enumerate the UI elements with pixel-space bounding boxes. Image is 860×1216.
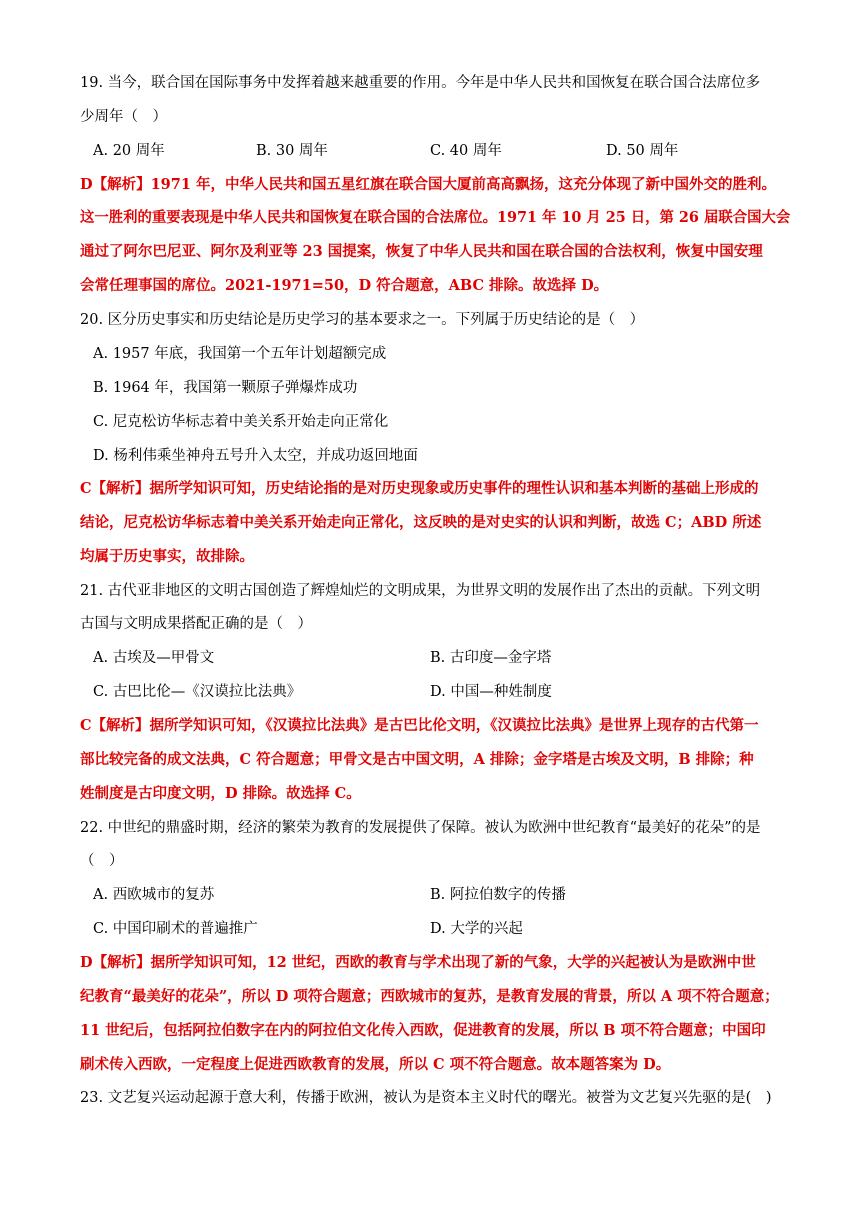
question-21-stem-line-1: 21. 古代亚非地区的文明古国创造了辉煌灿烂的文明成果，为世界文明的发展作出了杰出的贡献。下列文明 bbox=[80, 583, 761, 599]
question-20-analysis-line-3: 均属于历史事实，故排除。 bbox=[80, 548, 254, 565]
question-21-analysis-line-2: 部比较完备的成文法典，C 符合题意；甲骨文是古中国文明，A 排除；金字塔是古埃及文明，B 排除；种 bbox=[80, 751, 754, 768]
question-22-analysis-line-3: 11 世纪后，包括阿拉伯数字在内的阿拉伯文化传入西欧，促进教育的发展，所以 B 项不符合题意；中国印 bbox=[80, 1022, 766, 1039]
question-19-option-a: A. 20 周年 bbox=[93, 143, 165, 159]
question-22-stem-line-1: 22. 中世纪的鼎盛时期，经济的繁荣为教育的发展提供了保障。被认为欧洲中世纪教育“最美好的花朵”的是 bbox=[80, 820, 761, 836]
question-19-stem-line-2: 少周年（ ） bbox=[80, 109, 167, 125]
question-23-stem-line-1: 23. 文艺复兴运动起源于意大利，传播于欧洲，被认为是资本主义时代的曙光。被誉为文艺复兴先驱的是( ) bbox=[80, 1090, 772, 1106]
question-22-option-d: D. 大学的兴起 bbox=[430, 921, 523, 937]
question-21-analysis-line-3: 姓制度是古印度文明，D 排除。故选择 C。 bbox=[80, 785, 361, 802]
question-20-analysis-line-2: 结论，尼克松访华标志着中美关系开始走向正常化，这反映的是对史实的认识和判断，故选 C；ABD 所述 bbox=[80, 514, 762, 531]
question-21-option-d: D. 中国—种姓制度 bbox=[430, 684, 552, 700]
question-20-option-b: B. 1964 年，我国第一颗原子弹爆炸成功 bbox=[93, 380, 358, 396]
question-20-stem-line-1: 20. 区分历史事实和历史结论是历史学习的基本要求之一。下列属于历史结论的是（ ） bbox=[80, 312, 645, 328]
question-21-stem-line-2: 古国与文明成果搭配正确的是（ ） bbox=[80, 616, 312, 632]
question-19-analysis-line-4: 会常任理事国的席位。2021-1971=50，D 符合题意，ABC 排除。故选择 D。 bbox=[80, 277, 609, 294]
question-20-option-a: A. 1957 年底，我国第一个五年计划超额完成 bbox=[93, 346, 387, 362]
question-22-option-a: A. 西欧城市的复苏 bbox=[93, 887, 215, 903]
question-19-option-b: B. 30 周年 bbox=[256, 143, 328, 159]
question-20-option-d: D. 杨利伟乘坐神舟五号升入太空，并成功返回地面 bbox=[93, 448, 418, 464]
question-19-option-c: C. 40 周年 bbox=[430, 143, 502, 159]
question-22-analysis-line-1: D【解析】据所学知识可知，12 世纪，西欧的教育与学术出现了新的气象，大学的兴起被认为是欧洲中世 bbox=[80, 954, 756, 971]
question-22-option-b: B. 阿拉伯数字的传播 bbox=[430, 887, 566, 903]
question-22-option-c: C. 中国印刷术的普遍推广 bbox=[93, 921, 258, 937]
question-22-analysis-line-4: 刷术传入西欧，一定程度上促进西欧教育的发展，所以 C 项不符合题意。故本题答案为 D。 bbox=[80, 1056, 671, 1073]
question-22-stem-line-2: （ ） bbox=[80, 853, 124, 869]
question-20-option-c: C. 尼克松访华标志着中美关系开始走向正常化 bbox=[93, 414, 389, 430]
question-19-analysis-line-1: D【解析】1971 年，中华人民共和国五星红旗在联合国大厦前高高飘扬，这充分体现了新中国外交的胜利。 bbox=[80, 176, 776, 193]
question-20-analysis-line-1: C【解析】据所学知识可知，历史结论指的是对历史现象或历史事件的理性认识和基本判断的基础上形成的 bbox=[80, 480, 759, 497]
question-19-analysis-line-3: 通过了阿尔巴尼亚、阿尔及利亚等 23 国提案，恢复了中华人民共和国在联合国的合法权利，恢复中国安理 bbox=[80, 243, 763, 260]
question-21-analysis-line-1: C【解析】据所学知识可知，《汉谟拉比法典》是古巴比伦文明，《汉谟拉比法典》是世界上现存的古代第一 bbox=[80, 717, 759, 734]
question-21-option-c: C. 古巴比伦—《汉谟拉比法典》 bbox=[93, 684, 302, 700]
question-19-stem-line-1: 19. 当今，联合国在国际事务中发挥着越来越重要的作用。今年是中华人民共和国恢复在联合国合法席位多 bbox=[80, 75, 761, 91]
question-21-option-a: A. 古埃及—甲骨文 bbox=[93, 650, 215, 666]
question-19-option-d: D. 50 周年 bbox=[606, 143, 679, 159]
question-21-option-b: B. 古印度—金字塔 bbox=[430, 650, 552, 666]
question-22-analysis-line-2: 纪教育“最美好的花朵”，所以 D 项符合题意；西欧城市的复苏，是教育发展的背景，所以 A 项不符合题意； bbox=[80, 988, 779, 1005]
question-19-analysis-line-2: 这一胜利的重要表现是中华人民共和国恢复在联合国的合法席位。1971 年 10 月 25 日，第 26 届联合国大会 bbox=[80, 209, 791, 226]
